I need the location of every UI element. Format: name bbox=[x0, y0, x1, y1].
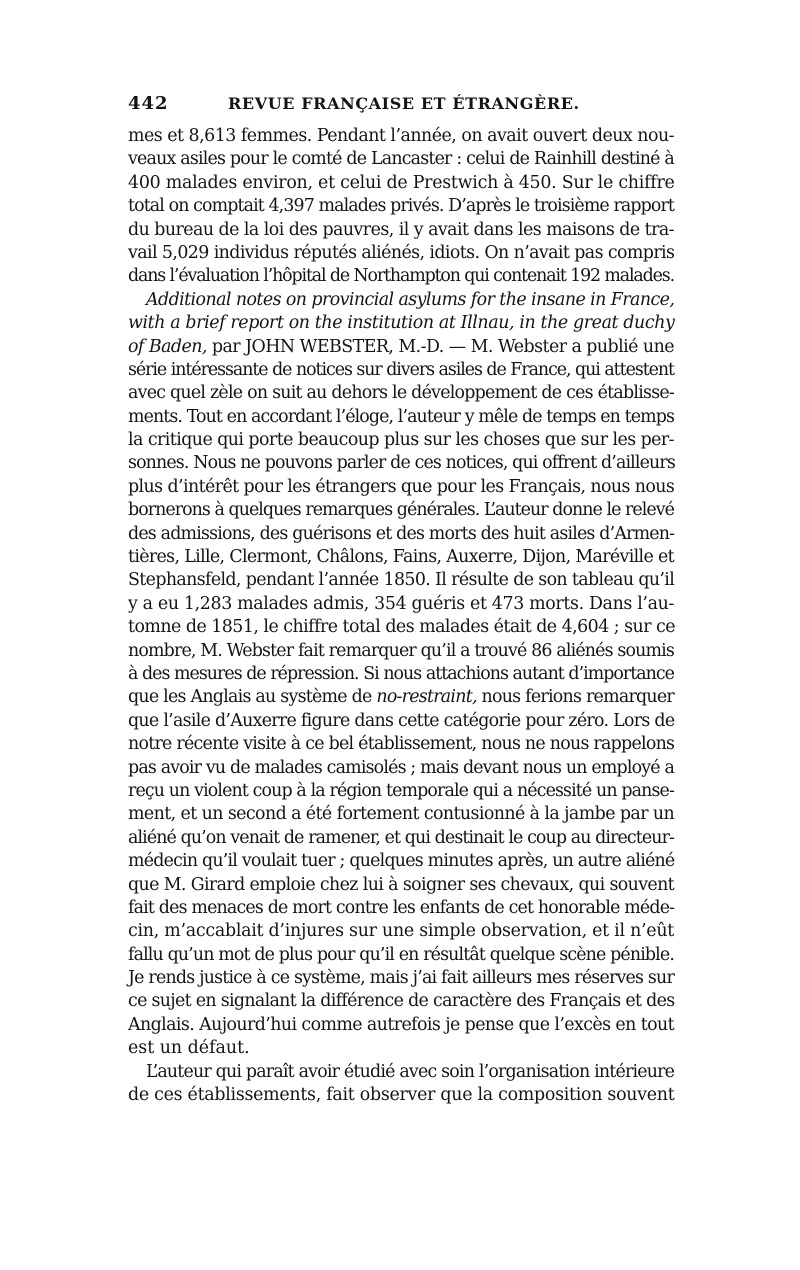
no-restraint-term: no-restraint, bbox=[376, 687, 477, 708]
text-line: notre récente visite à ce bel établissement, nous ne nous rappelons bbox=[128, 734, 675, 755]
text-line: Stephansfeld, pendant l’année 1850. Il résulte de son tableau qu’il bbox=[128, 570, 675, 591]
text-line: est un défaut. bbox=[128, 1038, 250, 1059]
running-header bbox=[128, 92, 674, 116]
text-line: Anglais. Aujourd’hui comme autrefois je pense que l’excès en tout bbox=[128, 1014, 674, 1035]
text-line: médecin qu’il voulait tuer ; quelques minutes après, un autre aliéné bbox=[128, 851, 675, 872]
text-line: y a eu 1,283 malades admis, 354 guéris et 473 morts. Dans l’au- bbox=[128, 593, 674, 614]
text-line: à des mesures de répression. Si nous attachions autant d’importance bbox=[128, 663, 674, 684]
text-line: 400 malades environ, et celui de Prestwich à 450. Sur le chiffre bbox=[128, 172, 675, 193]
text-line: mes et 8,613 femmes. Pendant l’année, on avait ouvert deux nou- bbox=[128, 126, 674, 146]
line-end: nous ferions remarquer bbox=[476, 687, 674, 708]
book-title-line: with a brief report on the institution at Illnau, in the great duchy bbox=[128, 313, 675, 334]
text-line: veaux asiles pour le comté de Lancaster : celui de Rainhill destiné à bbox=[128, 149, 674, 170]
text-line: sonnes. Nous ne pouvons parler de ces notices, qui offrent d’ailleurs bbox=[128, 453, 675, 474]
text-line: des admissions, des guérisons et des morts des huit asiles d’Armen- bbox=[128, 523, 675, 544]
text-line: que M. Girard emploie chez lui à soigner ses chevaux, qui souvent bbox=[128, 874, 675, 895]
text-line: fallu qu’un mot de plus pour qu’il en résultât quelque scène pénible. bbox=[128, 944, 674, 965]
line-start: que les Anglais au système de bbox=[128, 687, 377, 708]
book-title-end: of Baden, bbox=[128, 336, 207, 357]
text-line: pas avoir vu de malades camisolés ; mais devant nous un employé a bbox=[128, 757, 674, 778]
text-line: cin, m’accablait d’injures sur une simple observation, et il n’eût bbox=[128, 921, 674, 942]
text-line: nombre, M. Webster fait remarquer qu’il a trouvé 86 aliénés soumis bbox=[128, 640, 674, 661]
body-text bbox=[128, 125, 674, 1107]
text-line: ment, et un second a été fortement contusionné à la jambe par un bbox=[128, 804, 675, 825]
text-line: la critique qui porte beaucoup plus sur les choses que sur les per- bbox=[128, 430, 674, 451]
page-number: 442 bbox=[128, 93, 169, 114]
par-word: par bbox=[206, 336, 246, 357]
text-line: du bureau de la loi des pauvres, il y avait dans les maisons de tra- bbox=[128, 219, 674, 240]
text-line: ments. Tout en accordant l’éloge, l’auteur y mêle de temps en temps bbox=[128, 406, 674, 427]
book-title-line: Additional notes on provincial asylums for the insane in France, bbox=[146, 289, 675, 310]
text-line: série intéressante de notices sur divers asiles de France, qui attestent bbox=[128, 359, 674, 380]
text-line: fait des menaces de mort contre les enfants de cet honorable méde- bbox=[128, 897, 675, 918]
text-line: bornerons à quelques remarques générales. L’auteur donne le relevé bbox=[128, 500, 674, 521]
text-line: plus d’intérêt pour les étrangers que pour les Français, nous nous bbox=[128, 476, 675, 497]
text-line-author bbox=[128, 336, 674, 359]
text-line: L’auteur qui paraît avoir étudié avec soin l’organisation intérieure bbox=[146, 1061, 675, 1082]
text-line: ce sujet en signalant la différence de caractère des Français et des bbox=[128, 991, 675, 1012]
author-name: JOHN WEBSTER bbox=[245, 336, 389, 357]
text-line: reçu un violent coup à la région temporale qui a nécessité un panse- bbox=[128, 780, 674, 801]
text-line: tières, Lille, Clermont, Châlons, Fains, Auxerre, Dijon, Maréville et bbox=[128, 547, 674, 568]
text-line: dans l’évaluation l’hôpital de Northampton qui contenait 192 malades. bbox=[128, 266, 675, 287]
text-line: Je rends justice à ce système, mais j’ai fait ailleurs mes réserves sur bbox=[128, 968, 674, 989]
text-line: total on comptait 4,397 malades privés. D’après le troisième rapport bbox=[128, 196, 675, 217]
text-line: que l’asile d’Auxerre figure dans cette catégorie pour zéro. Lors de bbox=[128, 710, 675, 731]
text-line: avec quel zèle on suit au dehors le développement de ces établisse- bbox=[128, 383, 675, 404]
text-line-no-restraint bbox=[128, 686, 674, 709]
line-rest: , M.-D. — M. Webster a publié une bbox=[388, 336, 674, 357]
text-line: de ces établissements, fait observer que la composition souvent bbox=[128, 1085, 675, 1106]
text-line: tomne de 1851, le chiffre total des malades était de 4,604 ; sur ce bbox=[128, 617, 675, 638]
text-line: vail 5,029 individus réputés aliénés, idiots. On n’avait pas compris bbox=[128, 242, 675, 263]
running-title: REVUE FRANÇAISE ET ÉTRANGÈRE. bbox=[228, 94, 580, 113]
text-line: aliéné qu’on venait de ramener, et qui destinait le coup au directeur- bbox=[128, 827, 675, 848]
